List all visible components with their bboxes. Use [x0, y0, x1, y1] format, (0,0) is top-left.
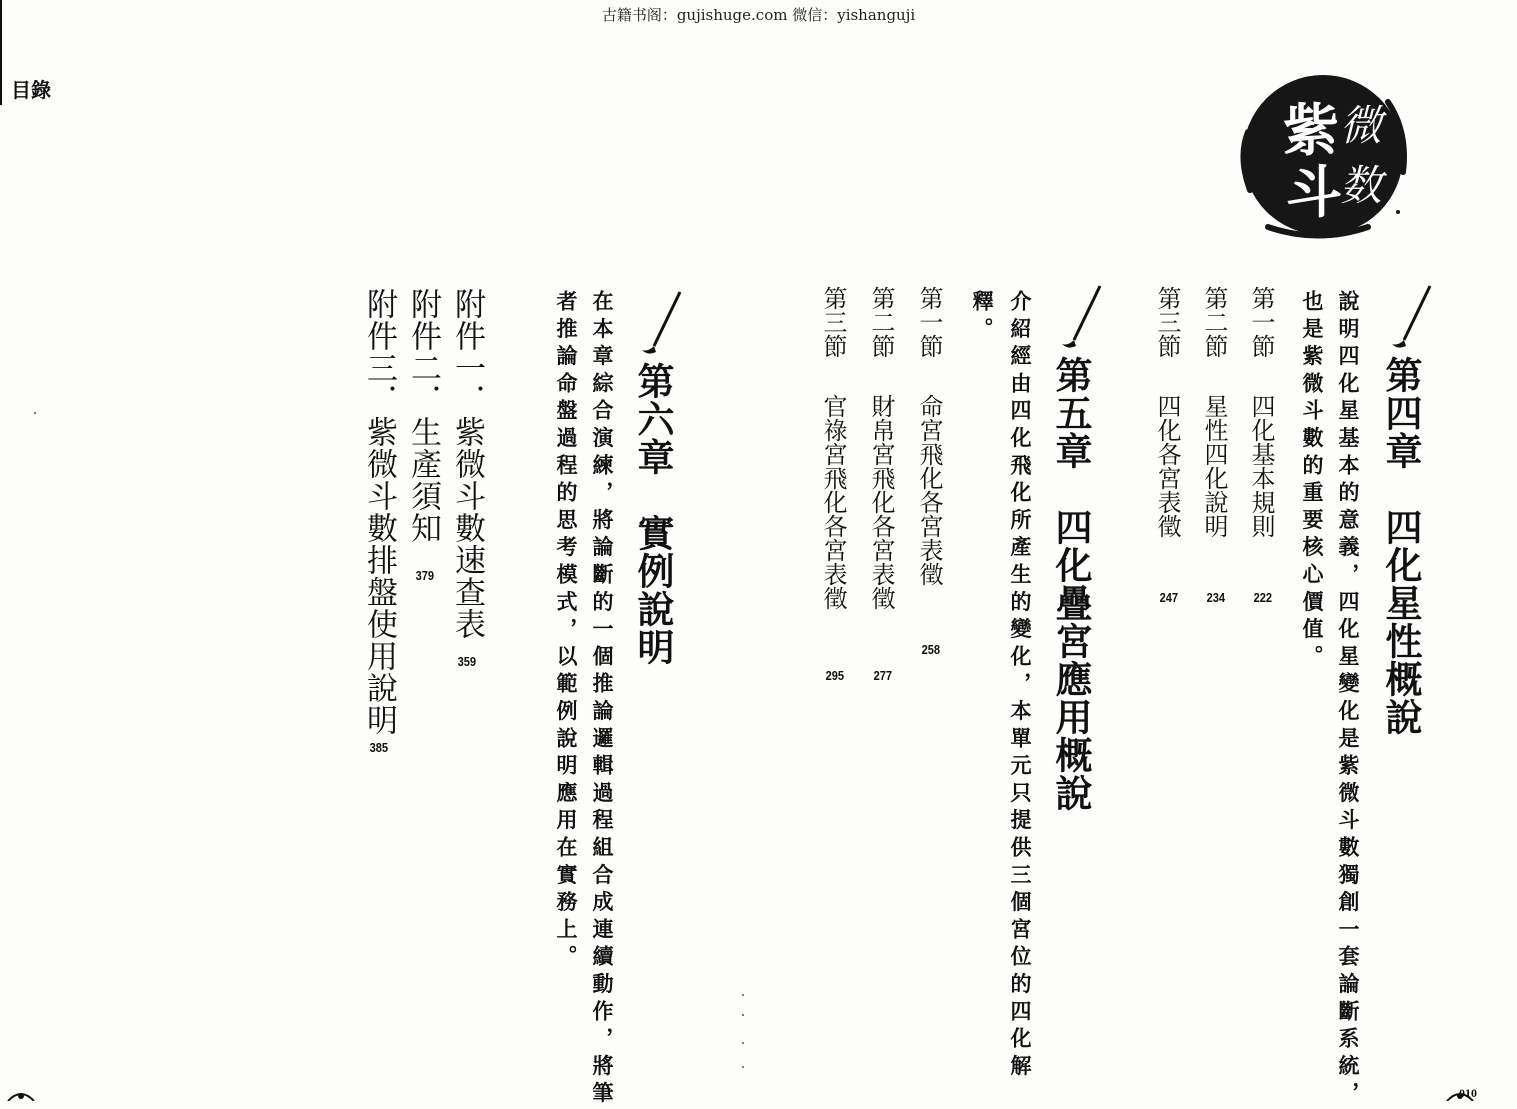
appendix-3[interactable]: 附件三．紫微斗數排盤使用說明 — [361, 288, 397, 736]
section-title: 四化基本規則 — [1247, 394, 1275, 538]
brush-icon — [1060, 284, 1104, 354]
scan-dot — [34, 412, 36, 414]
chapter-4-desc-line-2: 也是紫微斗數的重要核心價值。 — [1300, 290, 1325, 673]
scan-dot — [742, 994, 744, 996]
brush-icon — [640, 290, 684, 360]
chapter-4-title: 第四章 四化星性概說 — [1379, 356, 1422, 736]
section-label: 第一節 — [1247, 286, 1275, 358]
section-label: 第二節 — [1200, 286, 1228, 358]
section-title: 命宮飛化各宮表徵 — [915, 394, 943, 586]
section-label: 第一節 — [915, 286, 943, 358]
section-title: 官祿宮飛化各宮表徵 — [819, 394, 847, 610]
section-title: 四化各宮表徵 — [1153, 394, 1181, 538]
chapter-5-section-3-page: 295 — [825, 668, 845, 683]
ziwei-logo-seal — [1228, 62, 1413, 247]
chapter-4-section-1-page: 222 — [1253, 590, 1273, 605]
chapter-5-section-2[interactable] — [868, 286, 894, 610]
logo-char-3: 斗 — [1286, 161, 1342, 226]
chapter-5-section-1-page: 258 — [921, 642, 941, 657]
chapter-4-section-3[interactable] — [1154, 286, 1180, 538]
chapter-5-desc-line-2: 釋。 — [970, 290, 995, 345]
chapter-5-title: 第五章 四化疊宮應用概說 — [1049, 356, 1092, 812]
logo-char-2: 微 — [1340, 101, 1383, 150]
chapter-4-section-2[interactable] — [1201, 286, 1227, 538]
chapter-5-section-2-page: 277 — [873, 668, 893, 683]
chapter-4-section-1[interactable] — [1248, 286, 1274, 538]
scan-dot — [742, 1014, 744, 1016]
chapter-5-desc-line-1: 介紹經由四化飛化所產生的變化，本單元只提供三個宮位的四化解 — [1008, 290, 1033, 1082]
watermark-text: 古籍书阁：gujishuge.com 微信：yishanguji — [601, 6, 916, 24]
chapter-4-section-3-page: 247 — [1159, 590, 1179, 605]
appendix-2[interactable]: 附件二．生產須知 — [405, 288, 441, 544]
logo-char-4: 数 — [1340, 161, 1383, 210]
chapter-6-desc-line-1: 在本章綜合演練，將論斷的一個推論邏輯過程組合成連續動作，將筆 — [590, 290, 615, 1109]
appendix-1-page: 359 — [457, 654, 477, 669]
chapter-6-desc-line-2: 者推論命盤過程的思考模式，以範例說明應用在實務上。 — [554, 290, 579, 973]
section-title: 財帛宮飛化各宮表徵 — [867, 394, 895, 610]
section-label: 第三節 — [1153, 286, 1181, 358]
brush-icon — [1390, 284, 1434, 354]
ornament-icon — [6, 1087, 36, 1101]
appendix-1[interactable]: 附件一．紫微斗數速查表 — [449, 288, 485, 640]
section-label: 第二節 — [867, 286, 895, 358]
page-label: 目錄 — [11, 78, 51, 102]
scan-dot — [742, 1066, 744, 1068]
chapter-4-section-2-page: 234 — [1206, 590, 1226, 605]
chapter-6-title: 第六章 實例說明 — [631, 362, 674, 666]
page-spine-line — [0, 0, 2, 105]
section-title: 星性四化說明 — [1200, 394, 1228, 538]
section-label: 第三節 — [819, 286, 847, 358]
chapter-5-section-1[interactable] — [916, 286, 942, 586]
scan-dot — [742, 1042, 744, 1044]
chapter-5-section-3[interactable] — [820, 286, 846, 610]
page-number: 010 — [1459, 1086, 1477, 1100]
appendix-3-page: 385 — [369, 740, 389, 755]
logo-char-1: 紫 — [1283, 99, 1339, 164]
chapter-4-desc-line-1: 說明四化星基本的意義，四化星變化是紫微斗數獨創一套論斷系統， — [1336, 290, 1361, 1109]
appendix-2-page: 379 — [415, 568, 435, 583]
